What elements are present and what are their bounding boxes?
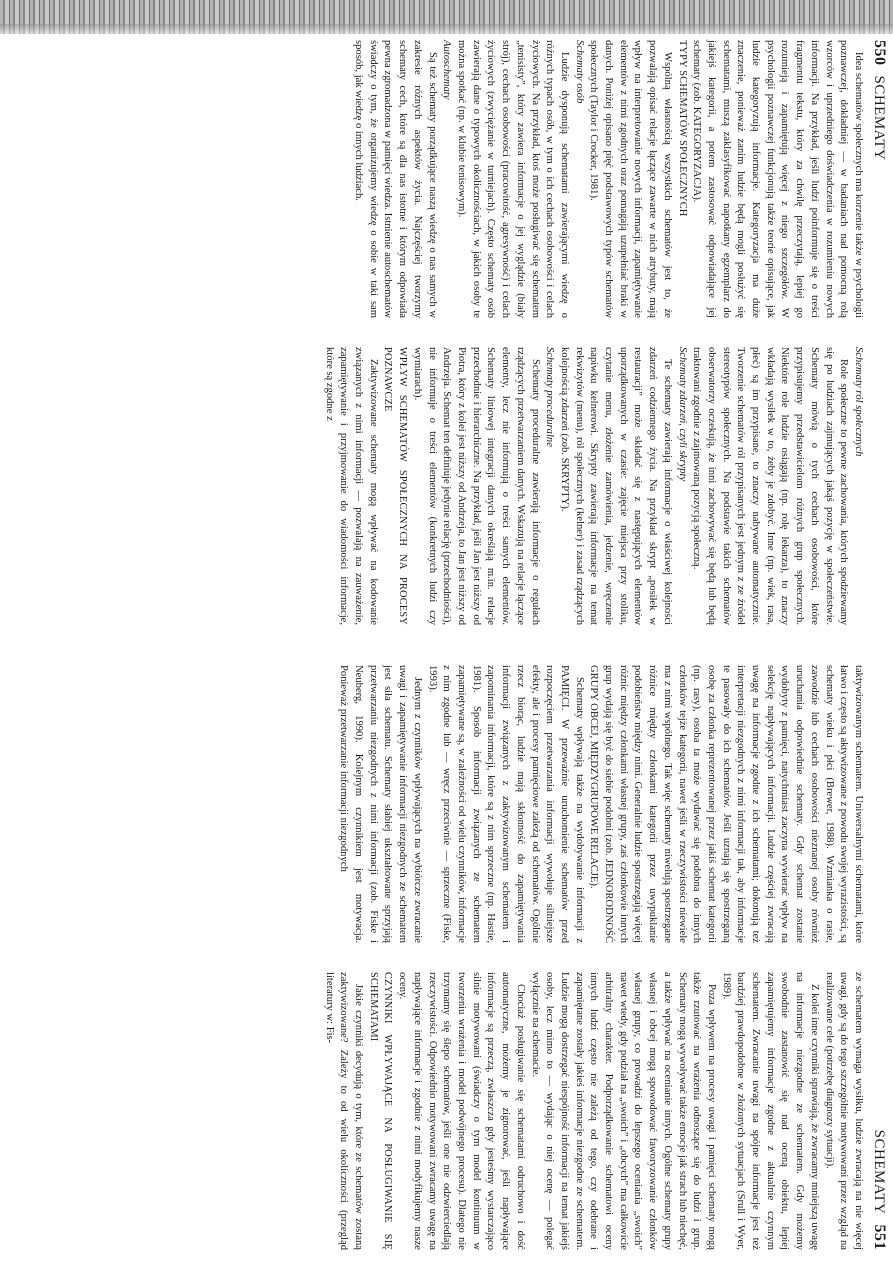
body-paragraph: Wspólną własnością wszystkich schematów jest to, że pozwalają opisać relacje łączące zawarte w nich atrybuty, mają wpływ na interpretowanie nowych informacji, zapamiętywanie elementów z nimi zgodnych oraz pomagają uzupełniać braki w danych. Poniżej opisano pięć podstawowych typów schematów społecznych (Taylor i Crocker, 1981). (588, 40, 673, 318)
book-spread (33, 40, 893, 1250)
left-page (33, 40, 893, 625)
left-page-number: 550 (871, 40, 888, 66)
body-paragraph: Z kolei inne czynniki sprawiają, że zwracamy mniejszą uwagę na informacje niezgodne ze schematem. Gdy możemy swobodnie zastanowić się nad oceną obiektu, lepiej zapamiętujemy informacje zgodne z aktualnie czynnym schematem. Zwracanie uwagi na spójne informacje jest też bardziej prawdopodobne w złożonych sytuacjach (Srull i Wyer, 1989). (720, 972, 820, 1250)
right-column-1 (321, 665, 865, 943)
section-heading: WPŁYW SCHEMATÓW SPOŁECZNYCH NA PROCESY POZNAWCZE (382, 347, 409, 625)
section-subheading: Autoschematy (441, 40, 453, 100)
section-subheading: Schematy ról społecznych (853, 347, 864, 457)
right-page (33, 665, 893, 1250)
body-paragraph: Są też schematy porządkujące naszą wiedzę o nas samych w zakresie różnych aspektów życia. Najczęściej tworzymy schematy cech, które są dla nas istotne i którym odpowiada pewna zgromadzona w pamięci wiedza. Istnienie autoschematów świadczy o tym, że organizujemy wiedzę o sobie w taki sam sposób, jak wiedzę o innych ludziach. (353, 40, 438, 318)
body-paragraph: Ludzie dysponują schematami zawierającymi wiedzę o różnych typach osób, w tym o ich cechach osobowości i celach życiowych. Na przykład, ktoś może posługiwać się schematem „tenisisty”, który zawiera informacje o jej wyglądzie (biały strój), cechach osobowości (pracowitość, agresywność) i celach życiowych (zwyciężanie w turniejach). Często schematy osób zawierają dane o typowych okolicznościach, w jakich osoby te można spotkać (np. w klubie tenisowym). (456, 40, 570, 318)
body-paragraph: Jakie czynniki decydują o tym, które ze schematów zostaną zaktywizowane? Zależy to od wielu okoliczności (przegląd literatury w: Fis- (323, 972, 365, 1250)
body-paragraph: Schematy wpływają także na wydobywanie informacji z PAMIĘCI. W przeważnie uruchomienie schematów przed rozpoczęciem przetwarzania informacji wywołuje silniejsze efekty, ale i procesy pamięciowe zależą od schematów. Ogólnie rzecz biorąc, ludzie mają skłonność do zapamiętywania informacji związanych z zaktywizowanym schematem i zapominania informacji, które są z nim sprzeczne (np. Hastie, 1981). Sposób informacji związanych ze schematem zapamiętywane są, w zależności od wielu czynników, informacje z nim zgodne lub — wręcz przeciwnie — sprzeczne (Fiske, 1993). (426, 665, 585, 943)
body-paragraph: Schematy proceduralne zawierają informacje o regułach rządzących przetwarzaniem danych. Wskazują na relacje łączące elementy, lecz nie informują o treści samych elementów. Schematy liniowej integracji danych określają m.in. relacje przechodnie i hierarchiczne. Na przykład, jeśli Jan jest niższy od Piotra, który z kolei jest niższy od Andrzeja, to Jan jest niższy od Andrzeja. Schemat ten definiuje jedynie relację (przechodniości), nie informuje o treści elementów (konkretnych ludzi czy wymiarach). (411, 347, 541, 625)
section-subheading: Schematy osób (573, 40, 585, 104)
scan-edge-strip (0, 0, 893, 34)
body-paragraph: Poza wpływem na procesy uwagi i pamięci schematy mogą także rzutować na wrażenia odnoszące się do ludzi i grup. Schematy mogą wywoływać także emocje jak strach lub niechęć, a także wpływać na ocenianie innych. Ogólne schematy grupy własnej i obcej mogą spowodować faworyzowanie członków własnej grupy, co prowadzi do lepszego oceniania „swoich” nawet wtedy, gdy podział na „swoich” i „obcych” ma całkowicie arbitralny charakter. Podporządkowanie schematowi oceny innych ludzi często nie zależą od tego, czy odebrane i zapamiętane zostały jakieś informacje niezgodne ze schematem. Ludzie mogą dostrzegać niespójność informacji na temat jakiejś osoby, lecz mimo to — wydając o niej ocenę — polegać wyłącznie na schemacie. (529, 972, 717, 1250)
left-column-1 (321, 40, 865, 318)
body-paragraph: taktywizowanym schematem. Uniwersalnymi schematami, które łatwo i często są aktywizowane z powodu swojej wyrazistości, są schematy wieku i płci (Brewer, 1988). Wzmianka o rasie, zawodzie lub cechach osobowości nieznanej osoby również uruchamia odpowiednie schematy. Gdy schemat zostanie wydobyty z pamięci, natychmiast zaczyna wywierać wpływ na selekcję napływających informacji. Ludzie częściej zwracają uwagę na informacje zgodne z ich schematami; dokonują też interpretacji niezgodnych z nimi informacji tak, aby informacje te pasowały do ich schematów. Jeśli uznają się spostrzeganą osobę za członka reprezentowanej przez jakiś schemat kategorii (np. rasy), osoba ta może wydawać się podobna do innych członków tejże kategorii, nawet jeśli w rzeczywistości niewiele ma z nimi wspólnego. Tak więc schematy niwelują spostrzegane różnice między członkami kategorii przez uwypuklanie podobieństw między nimi. Generalnie ludzie spostrzegają więcej różnic między członkami własnej grupy, zaś członkowie innych grup wydają się być do siebie podobni (zob. JEDNORODNOŚĆ GRUPY OBCEJ, MIĘDZYGRUPOWE RELACJE). (588, 665, 864, 943)
right-page-number: 551 (871, 1224, 888, 1250)
body-paragraph: Te schematy zawierają informacje o właściwej kolejności zdarzeń codziennego życia. Na przykład skrypt „posiłek w restauracji” może składać się z następujących elementów uporządkowanych w czasie: zajęcie miejsca przy stoliku, czytanie menu, złożenie zamówienia, jedzenie, wręczenie napiwku kelnerowi. Skrypty zawierają informacje na temat rekwizytów (menu), ról społecznych (kelner) i zasad rządzących kolejnością zdarzeń (zob. SKRYPTY). (558, 347, 673, 625)
section-heading: TYPY SCHEMATÓW SPOŁECZNYCH (676, 40, 688, 217)
right-column-2 (321, 972, 865, 1250)
body-paragraph: Idea schematów społecznych ma korzenie także w psychologii poznawczej, dokładniej — w badaniach nad pomocną rolą wzorców i uprzedniego doświadczenia w rozumieniu nowych informacji. Na przykład, jeśli ludzi poinformuje się o treści fragmentu tekstu, który za chwilę przeczytają, lepiej go rozumieją i zapamiętują więcej z niego szczegółów. W psychologii poznawczej funkcjonują także teorie opisujące, jak ludzie kategoryzują informacje. Kategoryzacja ma duże znaczenie, ponieważ zanim ludzie będą mogli posłużyć się schematami, muszą zaklasyfikować napotkany egzemplarz do jakiejś kategorii, a potem zastosować odpowiadające jej schematy (zob. KATEGORYZACJA). (691, 40, 864, 318)
body-paragraph: ze schematem wymaga wysiłku, ludzie zwracają na nie więcej uwagi, gdy są do tego szczególnie motywowani przez wzgląd na realizowane cele (potrzebę diagnozy sytuacji). (823, 972, 864, 1250)
body-paragraph: Jednym z czynników wpływających na wybiórcze zwracanie uwagi i zapamiętywanie informacji niezgodnych ze schematem jest siła schematu. Schematy słabiej ukształtowane sprzyjają przetwarzaniu niezgodnych z nimi informacji (zob. Fiske i Neuberg, 1990). Kolejnym czynnikiem jest motywacja. Ponieważ przetwarzanie informacji niezgodnych (338, 665, 423, 943)
body-paragraph: Role społeczne to pewne zachowania, których spodziewamy się po ludziach zajmujących jakąś pozycję w społeczeństwie. Schematy mówią o tych cechach osobowości, które przypisujemy przedstawicielom różnych grup społecznych. Niektóre role ludzie osiągają (np. rolę lekarza), to znaczy wkładają wysiłek w to, żeby je zdobyć. Inne (np. wiek, rasa, płeć) są im przypisane, to znaczy nabywane automatycznie. Tworzenie schematów ról przypisanych jest jednym z ze źródeł stereotypów społecznych. Na podstawie takich schematów obserwatorzy oczekują, że inni zachowywać się będą lub będą traktowani zgodnie z zajmowaną pozycją społeczną. (691, 347, 850, 625)
left-page-title: SCHEMATY (871, 75, 888, 161)
left-running-head (865, 40, 893, 625)
right-page-title: SCHEMATY (871, 1129, 888, 1215)
left-column-2 (321, 347, 865, 625)
section-heading: CZYNNIKI WPŁYWAJĄCE NA POSŁUGIWANIE SIĘ SCHEMATAMI (367, 972, 394, 1250)
section-subheading: Schematy proceduralne (544, 347, 556, 447)
body-paragraph: Chociaż posługiwanie się schematami odruchowo i dość automatyczne, możemy je zignorować, jeśli napływające informacje są przeczą, zwłaszcza gdy jesteśmy wystarczająco silnie motywowani (świadczy o tym model kontinuum w tworzeniu wrażenia i model podwójnego procesu). Dlatego nie trzymamy się ślepo schematów, jeśli one nie odzwierciedlają rzeczywistości. Odpowiednio motywowani zwracamy uwagę na napływające informacje i zgodnie z nimi modyfikujemy nasze oceny. (397, 972, 526, 1250)
right-running-head (865, 665, 893, 1250)
body-paragraph: Zaktywizowane schematy mogą wpływać na kodowanie związanych z nimi informacji — pozwalają na zauważenie, zapamiętywanie i przyjmowanie do wiadomości informacje, które są zgodne z (323, 347, 379, 625)
section-subheading: Schematy zdarzeń, czyli skrypty (676, 347, 688, 482)
